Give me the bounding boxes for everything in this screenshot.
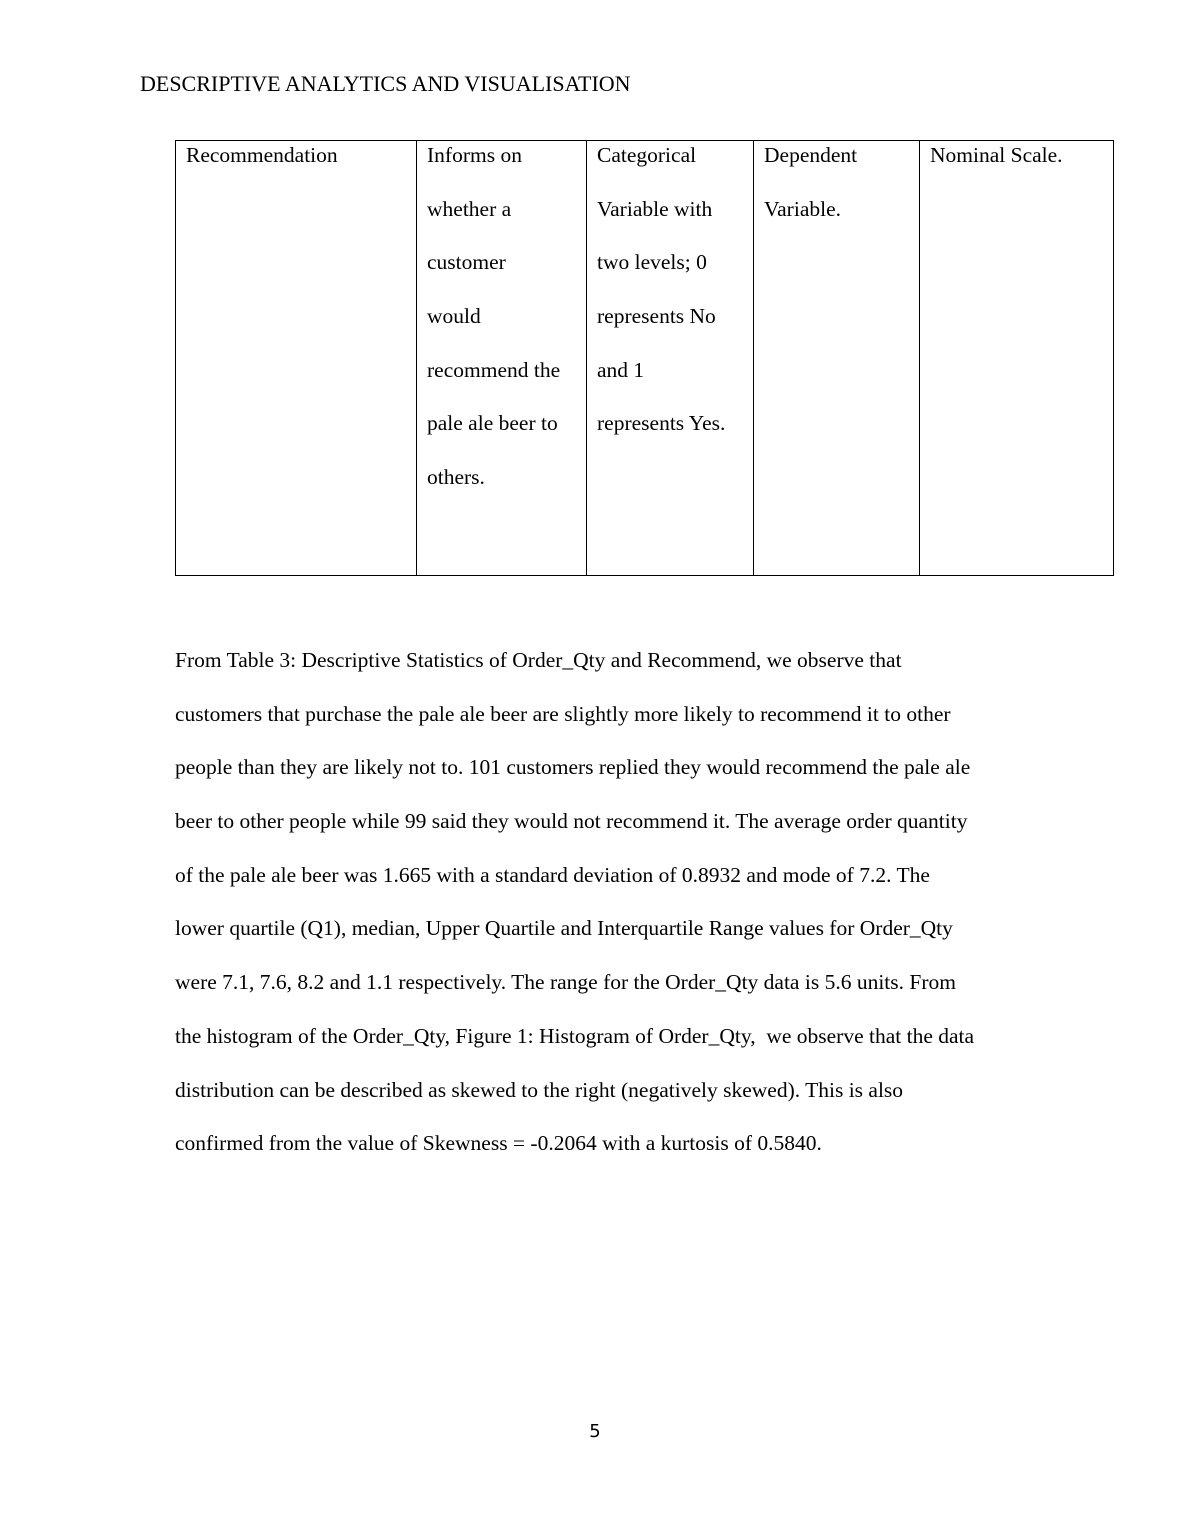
paragraph-line: the histogram of the Order_Qty, Figure 1: Histogram of Order_Qty, we observe that the data [175, 1023, 975, 1048]
cell-line: whether a [427, 196, 512, 221]
cell-line: Dependent [764, 143, 858, 167]
cell-line: pale ale beer to [427, 411, 558, 436]
paragraph-line: customers that purchase the pale ale beer are slightly more likely to recommend it to other [175, 701, 951, 726]
page-number: 5 [589, 1421, 601, 1442]
cell-line: Informs on [427, 143, 522, 167]
cell-line: Categorical [597, 143, 697, 167]
paragraph-line: lower quartile (Q1), median, Upper Quartile and Interquartile Range values for Order_Qty [175, 916, 953, 941]
paragraph-line: confirmed from the value of Skewness = -0.2064 with a kurtosis of 0.5840. [175, 1131, 822, 1156]
paragraph-line: of the pale ale beer was 1.665 with a standard deviation of 0.8932 and mode of 7.2. The [175, 862, 930, 887]
cell-line: Variable. [764, 196, 842, 221]
cell-line: and 1 [597, 357, 645, 382]
body-paragraph [175, 646, 1075, 1183]
cell-line: two levels; 0 [597, 250, 707, 275]
cell-line: Nominal Scale. [930, 143, 1063, 167]
cell-variable-type [587, 141, 754, 576]
cell-line: others. [427, 465, 485, 490]
paragraph-line: From Table 3: Descriptive Statistics of Order_Qty and Recommend, we observe that [175, 648, 902, 672]
paragraph-line: people than they are likely not to. 101 customers replied they would recommend the pale ale [175, 755, 971, 780]
paragraph-line: beer to other people while 99 said they would not recommend it. The average order quantity [175, 809, 968, 834]
cell-line: customer [427, 250, 506, 275]
cell-line: Recommendation [186, 143, 338, 167]
variable-table [175, 140, 1114, 576]
cell-variable-name [176, 141, 417, 576]
paragraph-line: distribution can be described as skewed to the right (negatively skewed). This is also [175, 1077, 904, 1102]
paragraph-line: were 7.1, 7.6, 8.2 and 1.1 respectively. The range for the Order_Qty data is 5.6 units. From [175, 970, 956, 995]
cell-description [417, 141, 587, 576]
table-row [176, 141, 1114, 576]
cell-line: represents Yes. [597, 411, 726, 436]
cell-line: recommend the [427, 357, 561, 382]
cell-line: would [427, 304, 481, 329]
running-header: DESCRIPTIVE ANALYTICS AND VISUALISATION [140, 71, 631, 96]
cell-measurement-scale [920, 141, 1114, 576]
cell-variable-role [754, 141, 920, 576]
cell-line: Variable with [597, 196, 713, 221]
cell-line: represents No [597, 304, 716, 329]
